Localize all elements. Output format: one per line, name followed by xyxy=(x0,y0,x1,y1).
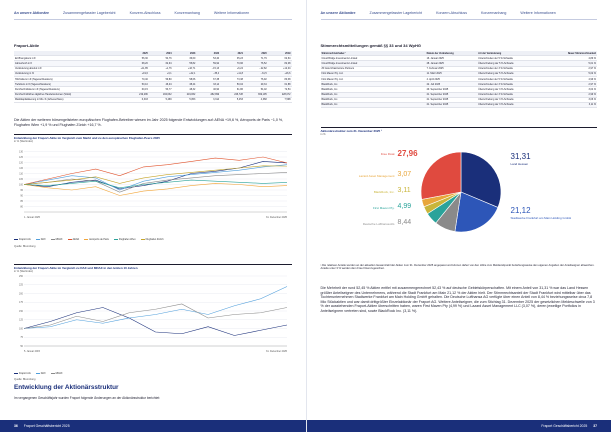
y-tick-label: 150 xyxy=(19,309,23,313)
shareholder-body-text: Die Mehrheit der rund 52,45 % Aktien entfiel mit zusammengerechnet 52,43 % auf deutsche Gebietskörperschaften. Mit einem Anteil von 31,31 % war das Land Hessen größter Anteilseigner des Unternehmens, während die Stadt Frankfurt am Main 21,12 % der Aktien hielt. Der Stimmrechtsanteil der Stadt Frankfurt wird mittelbar über das Tochterunternehmen Stadtwerke Frankfurt am Main Holding GmbH gehalten. Die Deutsche Lufthansa AG verfügte über einen Anteil von 8,44 % beziehungsweise circa 7,8 Mio Stückaktien und war damit drittgrößter Einzelaktionär der Fraport AG. Weitere Anteilseigner, die zum Stichtag 31. Dezember 2025 der gesetzlichen Meldeschwelle von 3 % der ausstehenden Fraport-Aktien überschritten haben, waren First Maven Pty (4,99 %) und Lazard Asset Management LLC (3,07 %), deren jeweilige Portfolios in Anteilseignern vertreten sind, sowie BlackRock Inc. (3,11 %). xyxy=(320,286,595,313)
legend-item: Aéroports de Paris xyxy=(84,238,109,241)
table-cell: 21. September 2025 xyxy=(426,97,478,102)
table-cell: 68,20 xyxy=(125,61,149,66)
table-cell: 54,76 xyxy=(149,56,173,61)
table-cell: 48,32 xyxy=(173,87,197,92)
share-table-title: Fraport-Aktie xyxy=(14,43,40,48)
chart1-source: Quelle: Bloomberg xyxy=(14,245,36,248)
y-tick-label: 225 xyxy=(19,283,23,287)
legend-swatch xyxy=(51,239,55,240)
table-cell: BlackRock, Inc. xyxy=(321,87,426,92)
share-data-table xyxy=(14,51,292,103)
table-cell: +1,76 xyxy=(149,66,173,71)
series-line-dax xyxy=(24,165,287,190)
pie-value-right: 31,31 xyxy=(510,152,531,161)
table-cell: +12,04 xyxy=(268,66,292,71)
table-cell: Eröffnungskurs in € xyxy=(14,56,125,61)
table-cell: BlackRock, Inc. xyxy=(321,102,426,107)
nav-item-management-report[interactable]: Zusammengefasster Lagebericht xyxy=(63,11,116,15)
table-cell: 33,14 xyxy=(196,82,220,87)
y-tick-label: 50 xyxy=(20,344,23,348)
table-cell: 5,01 % xyxy=(544,61,597,66)
table-cell: 58,66 xyxy=(173,76,197,81)
table-cell: First Maven Pty. Ltd. xyxy=(321,76,426,81)
chart1-legend xyxy=(14,238,292,241)
right-footer xyxy=(307,420,611,432)
table-header-cell: 2020 xyxy=(244,51,268,56)
table-cell: Höchstkurs in € (Tagesschlusskurs) xyxy=(14,76,125,81)
table-cell: 73,38 xyxy=(220,76,244,81)
table-cell: 67,38 xyxy=(196,76,220,81)
table-cell: 4,368 xyxy=(244,97,268,102)
y-tick-label: 105 xyxy=(19,177,23,181)
table-cell: 228,072 xyxy=(268,92,292,97)
legend-swatch xyxy=(36,373,40,374)
nav-item-notes[interactable]: Konzernanhang xyxy=(481,11,507,15)
y-tick-label: 125 xyxy=(19,318,23,322)
y-tick-label: 100 xyxy=(19,183,23,187)
table-cell: +6,24 xyxy=(220,66,244,71)
table-cell: +16,71 xyxy=(173,66,197,71)
y-tick-label: 90 xyxy=(20,194,23,198)
table-cell: BlackRock, Inc. xyxy=(321,97,426,102)
table-cell: 28. Januar 2025 xyxy=(426,61,478,66)
table-cell: BlackRock, Inc. xyxy=(321,92,426,97)
table-cell: 16. Januar 2025 xyxy=(426,56,478,61)
nav-item-financial-statements[interactable]: Konzern-Abschluss xyxy=(436,11,468,15)
legend-item: Fraport AG xyxy=(14,372,31,375)
y-tick-label: 80 xyxy=(20,205,23,209)
table-cell: 29. September 2025 xyxy=(426,87,478,92)
y-tick-label: 75 xyxy=(20,336,23,340)
table-cell: Unterschreiten der 5 %-Schwelle xyxy=(477,76,543,81)
table-cell: 282,999 xyxy=(196,92,220,97)
share-table-section xyxy=(14,43,292,103)
pie-label-right: Land Hessen xyxy=(510,162,529,166)
y-tick-label: 125 xyxy=(19,155,23,159)
table-cell: Überschreitung der 5 %-Schwelle xyxy=(477,71,543,76)
series-line-a-roports-de-paris xyxy=(24,183,287,195)
table-cell: 61,88 xyxy=(268,82,292,87)
left-footer xyxy=(0,420,306,432)
x-start-label: 1. Januar 2025 xyxy=(24,216,40,219)
table-cell: 219,296 xyxy=(125,92,149,97)
table-cell: 70,40 xyxy=(125,76,149,81)
table-cell: 7. Februar 2025 xyxy=(426,66,478,71)
table-cell: Unterschreiten der 3 %-Schwelle xyxy=(477,92,543,97)
pie-value-left: 3,11 xyxy=(397,187,411,194)
table-cell: 62,94 xyxy=(149,61,173,66)
table-cell: Überschreitung der 3 %-Schwelle xyxy=(477,97,543,102)
pie-slice-free-float xyxy=(421,152,461,199)
table-cell: 2,97 % xyxy=(544,66,597,71)
table-cell: 7,598 xyxy=(268,97,292,102)
table-cell: −31,5 xyxy=(244,71,268,76)
chart2-unit: in % (Wertindex) xyxy=(14,270,34,273)
pie-area xyxy=(321,136,598,248)
table-header-cell: Stimmrechtsinhaber ¹ xyxy=(321,51,426,56)
table-cell: 59,80 xyxy=(149,76,173,81)
legend-item: DAX xyxy=(36,372,46,375)
table-cell: Überschreitung der 3 %-Schwelle xyxy=(477,87,543,92)
table-cell: 11. März 2025 xyxy=(426,71,478,76)
shareholder-structure-intro: Im vergangenen Geschäftsjahr wurden Fraport folgende Änderungen an der Aktionärsstruktur berichtet: xyxy=(14,396,161,400)
table-cell: 50,10 xyxy=(125,82,149,87)
table-cell: 3,11 % xyxy=(544,102,597,107)
table-header-cell: Art der Veränderung xyxy=(477,51,543,56)
table-cell: 2,97 % xyxy=(544,82,597,87)
pie-label-left: Deutsche Lufthansa AG xyxy=(362,222,395,226)
table-cell: 72,54 xyxy=(268,87,292,92)
table-cell: 36,60 xyxy=(173,56,197,61)
pie-label-left: First Maven Pty. xyxy=(373,206,395,210)
table-cell: 2,99 % xyxy=(544,92,597,97)
table-cell: 5,053 xyxy=(173,97,197,102)
pie-label-right: Stadtwerke Frankfurt am Main Holding GmbH xyxy=(510,216,572,220)
pie-unit: in % xyxy=(320,133,326,136)
table-cell: Jahreshoch in € xyxy=(14,61,125,66)
legend-item: Fraport AG xyxy=(14,238,31,241)
legend-swatch xyxy=(14,239,18,240)
table-cell: 3,06 % xyxy=(544,97,597,102)
chart2-plot xyxy=(14,274,291,354)
table-header-cell: Neuer Stimmrechtsanteil xyxy=(544,51,597,56)
footer-title-right: Fraport Geschäftsbericht 2025 xyxy=(541,424,588,428)
table-cell: Überschreitung der 5 %-Schwelle xyxy=(477,61,543,66)
table-header-cell: 2024 xyxy=(149,51,173,56)
table-cell: 53,77 xyxy=(149,87,173,92)
legend-item: MDAX xyxy=(51,238,63,241)
pie-label-left: BlackRock, Inc. xyxy=(373,190,395,194)
legend-item: Flughafen Wien xyxy=(114,238,136,241)
table-cell: Unterschreiten der 5 %-Schwelle xyxy=(477,56,543,61)
pie-title: Aktionärsstruktur zum 31. Dezember 2025 ¹ xyxy=(320,129,383,133)
chart1-title: Entwicklung der Fraport-Aktie im Vergleich zum Markt und zu den europäischen Flughafen-Peers 2025 xyxy=(14,136,160,140)
y-tick-label: 130 xyxy=(19,150,23,154)
series-line-mdax xyxy=(24,304,287,329)
legend-item: DAX xyxy=(36,238,46,241)
table-cell: 3,314 xyxy=(196,97,220,102)
legend-swatch xyxy=(114,239,118,240)
table-cell: Veränderung in % xyxy=(14,71,125,76)
x-end-label: 31. Dezember 2025 xyxy=(266,350,287,353)
table-cell: +16,6 xyxy=(268,71,292,76)
nav-item-shareholders[interactable]: An unsere Aktionäre xyxy=(14,11,50,15)
legend-swatch xyxy=(84,239,88,240)
chart2-source: Quelle: Bloomberg xyxy=(14,378,36,381)
pie-value-left: 8,44 xyxy=(397,219,412,226)
pie-value-left: 3,07 xyxy=(397,171,412,178)
pie-label-left: Free Float xyxy=(380,152,395,156)
legend-item: MDAX xyxy=(51,372,63,375)
nav-item-further-info[interactable]: Weitere Informationen xyxy=(213,11,250,15)
table-cell: 6,303 xyxy=(125,97,149,102)
table-cell: 55,82 xyxy=(173,61,197,66)
nav-item-notes[interactable]: Konzernanhang xyxy=(174,11,200,15)
table-header-cell: 2025 xyxy=(125,51,149,56)
table-cell: 184,632 xyxy=(149,92,173,97)
table-cell: 5,02 % xyxy=(544,71,597,76)
table-cell: Cloud Bridge Investments Limited xyxy=(321,56,426,61)
table-cell: Cloud Bridge Investments Limited xyxy=(321,61,426,66)
nav-divider xyxy=(14,19,292,20)
legend-swatch xyxy=(141,239,145,240)
y-tick-label: 120 xyxy=(19,161,23,165)
table-header-cell: Datum der Veränderung xyxy=(426,51,478,56)
peer-intro-text: Die Aktien der weiteren börsengelisteten europäischen Flughafen-Betreiber wiesen im Jahr 2025 folgende Entwicklungen auf: AENA +19,6 %, Aéroports de Paris −1,0 %, Flughafen Wien +1,9 % und Flughafen Zürich +16,7 %. xyxy=(14,118,284,127)
table-cell: 53,40 xyxy=(196,56,220,61)
legend-swatch xyxy=(51,373,55,374)
table-cell: 35,23 xyxy=(220,56,244,61)
table-cell: −35,4 xyxy=(196,71,220,76)
table-cell: 4,99 % xyxy=(544,76,597,81)
page-number-left: 36 xyxy=(14,424,18,428)
table-cell: First Maven Pty. Ltd. xyxy=(321,71,426,76)
chart1-unit: in % (Wertindex) xyxy=(14,140,34,143)
table-cell: 5,469 xyxy=(149,97,173,102)
table-cell: −15,13 xyxy=(196,66,220,71)
table-cell: 4. April 2025 xyxy=(426,76,478,81)
table-cell: 54,02 xyxy=(244,87,268,92)
table-cell: 70,96 xyxy=(220,61,244,66)
right-page xyxy=(306,0,611,432)
x-start-label: 5. Januar 2015 xyxy=(24,350,40,353)
series-line-fraport-ag xyxy=(24,308,287,336)
table-cell: +11,8 xyxy=(220,71,244,76)
share-table-body xyxy=(14,56,292,103)
table-cell: 46,90 xyxy=(196,87,220,92)
chart2-legend xyxy=(14,372,292,375)
table-cell: Marktkapitalisierung in Mio. € (Jahresschluss) xyxy=(14,97,125,102)
voting-rights-body xyxy=(321,56,598,108)
shareholder-structure-heading: Entwicklung der Aktionärsstruktur xyxy=(14,384,119,391)
table-cell: Veränderung absolut in € xyxy=(14,66,125,71)
y-tick-label: 115 xyxy=(19,166,23,170)
table-cell: +42,1 xyxy=(173,71,197,76)
top-navigation xyxy=(14,11,292,15)
pie-label-left: Lazard Asset Management xyxy=(358,174,395,178)
table-cell: 60,15 xyxy=(125,87,149,92)
chart-2025-section xyxy=(14,134,292,230)
shareholder-pie-section xyxy=(321,127,598,257)
table-cell: +3,1 xyxy=(149,71,173,76)
table-cell: 80,38 xyxy=(268,76,292,81)
table-cell: −22,82 xyxy=(244,66,268,71)
table-cell: Überschreitung der 3 %-Schwelle xyxy=(477,102,543,107)
voting-rights-section xyxy=(321,43,598,108)
table-cell: 38,44 xyxy=(173,82,197,87)
table-cell: 46,04 xyxy=(149,82,173,87)
table-cell: Unterschreiten der 3 %-Schwelle xyxy=(477,82,543,87)
table-cell: 21. September 2025 xyxy=(426,102,478,107)
pie-value-right: 21,12 xyxy=(510,206,531,215)
legend-item: Flughafen Zürich xyxy=(141,238,164,241)
voting-rights-title: Stimmrechtsmitteilungen gemäß §§ 33 und 34 WpHG xyxy=(320,43,421,48)
y-tick-label: 100 xyxy=(19,327,23,331)
y-tick-label: 95 xyxy=(20,188,23,192)
legend-swatch xyxy=(14,373,18,374)
table-header-cell: 2023 xyxy=(173,51,197,56)
series-line-dax xyxy=(24,287,287,329)
nav-item-shareholders[interactable]: An unsere Aktionäre xyxy=(320,11,356,15)
table-header-cell: 2021 xyxy=(220,51,244,56)
table-cell: 22. Juli 2025 xyxy=(426,82,478,87)
chart-10y-section xyxy=(14,264,292,364)
table-cell: Durchschnittskurs in € (Tagesschlusskurs) xyxy=(14,87,125,92)
table-cell: 56,30 xyxy=(125,56,149,61)
table-cell: 62,64 xyxy=(268,56,292,61)
x-end-label: 31. Dezember 2025 xyxy=(266,216,287,219)
table-cell: ZF Asia Infrastructure Partners xyxy=(321,66,426,71)
legend-swatch xyxy=(36,239,40,240)
legend-item: AENA xyxy=(68,238,80,241)
y-tick-label: 250 xyxy=(19,274,23,278)
table-cell: 3,04 % xyxy=(544,87,597,92)
y-tick-label: 175 xyxy=(19,301,23,305)
table-cell: 4,89 % xyxy=(544,56,597,61)
table-cell: 5,453 xyxy=(220,97,244,102)
table-cell: 399,195 xyxy=(244,92,268,97)
table-cell: 29,34 xyxy=(244,82,268,87)
nav-item-further-info[interactable]: Weitere Informationen xyxy=(520,11,556,15)
table-cell: Durchschnittliches tägliches Handelsvolumen (Stück) xyxy=(14,92,125,97)
pie-footnote: ¹ Die relativen Anteile wurden an der aktuellen Gesamtzahl der Aktien zum 31. Dezember 2025 angepasst und können daher von den Höhe zum Meldezeitpunkt beziehungsweise den eigenen Angaben der Anteilseigner abweichen. Anteile unter 3 % werden dem Free Float zugeordnet. xyxy=(320,264,595,271)
table-cell: 21. September 2025 xyxy=(426,92,478,97)
table-cell: Unterschreiten der 3 %-Schwelle xyxy=(477,66,543,71)
nav-divider-right xyxy=(321,19,598,20)
table-cell: 71,79 xyxy=(244,56,268,61)
legend-swatch xyxy=(68,239,72,240)
table-cell: Tiefstkurs in € (Tagesschlusskurs) xyxy=(14,82,125,87)
table-header-cell: 2019 xyxy=(268,51,292,56)
chart1-plot xyxy=(14,144,291,220)
table-cell: 82,08 xyxy=(268,61,292,66)
y-tick-label: 110 xyxy=(19,172,23,176)
table-cell: 76,52 xyxy=(244,61,268,66)
table-cell: BlackRock, Inc. xyxy=(321,82,426,87)
pie-value-left: 4,99 xyxy=(397,203,412,210)
table-row xyxy=(321,102,598,107)
nav-item-financial-statements[interactable]: Konzern-Abschluss xyxy=(129,11,161,15)
table-cell: 59,92 xyxy=(196,61,220,66)
table-cell: 61,86 xyxy=(220,87,244,92)
table-row xyxy=(14,97,292,102)
table-cell: 76,92 xyxy=(244,76,268,81)
y-tick-label: 85 xyxy=(20,199,23,203)
series-line-flughafen-wien xyxy=(24,180,287,188)
footer-title-left: Fraport Geschäftsbericht 2025 xyxy=(23,424,70,428)
top-navigation-right xyxy=(321,11,598,15)
table-cell: 50,04 xyxy=(220,82,244,87)
table-cell: +11,85 xyxy=(125,66,149,71)
y-tick-label: 200 xyxy=(19,292,23,296)
pie-value-left: 27,96 xyxy=(397,149,418,158)
table-header-cell: 2022 xyxy=(196,51,220,56)
chart2-title: Entwicklung der Fraport-Aktie im Vergleich zu DAX und MDAX in den letzten 10 Jahren xyxy=(14,266,138,270)
table-cell: 226,728 xyxy=(220,92,244,97)
page-number-right: 37 xyxy=(593,424,597,428)
table-cell: 219,832 xyxy=(173,92,197,97)
table-cell: +19,6 xyxy=(125,71,149,76)
nav-item-management-report[interactable]: Zusammengefasster Lagebericht xyxy=(369,11,423,15)
voting-rights-table xyxy=(321,51,598,108)
